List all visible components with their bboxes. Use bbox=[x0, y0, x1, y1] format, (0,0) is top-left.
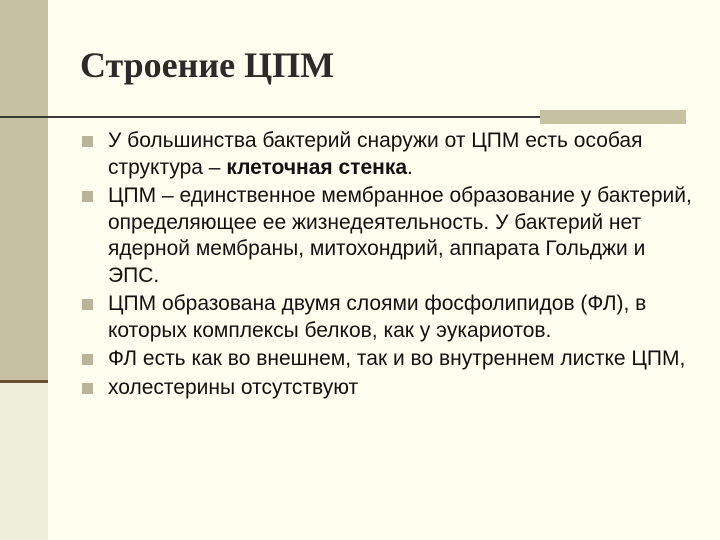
square-bullet-icon bbox=[82, 191, 93, 202]
left-decorative-bar-lower bbox=[0, 382, 48, 540]
square-bullet-icon bbox=[82, 299, 93, 310]
bullet-item-4 bbox=[80, 346, 700, 373]
bullet-item-3 bbox=[80, 291, 700, 344]
bullet-list bbox=[80, 128, 700, 403]
bullet-text-4: ФЛ есть как во внешнем, так и во внутреннем листке ЦПМ, bbox=[108, 347, 686, 370]
bullet-text-2: ЦПМ – единственное мембранное образование у бактерий, определяющее ее жизнедеятельность. У бактерий нет ядерной мембраны, митохондрий, аппарата Гольджи и ЭПС. bbox=[108, 184, 692, 287]
square-bullet-icon bbox=[82, 383, 93, 394]
bullet-text-1c: . bbox=[407, 155, 413, 179]
bullet-text-1a: У большинства бактерий снаружи от ЦПМ есть особая структура – bbox=[108, 129, 643, 179]
left-accent-divider bbox=[0, 380, 48, 383]
bullet-text-3: ЦПМ образована двумя слоями фосфолипидов (ФЛ), в которых комплексы белков, как у эукариотов. bbox=[108, 292, 647, 342]
bullet-item-1 bbox=[80, 128, 700, 181]
bullet-text-5: холестерины отсутствуют bbox=[108, 375, 359, 399]
left-decorative-bar bbox=[0, 0, 48, 382]
slide-title: Строение ЦПМ bbox=[80, 45, 335, 85]
square-bullet-icon bbox=[82, 136, 93, 147]
title-accent-block bbox=[540, 110, 686, 124]
bullet-item-2 bbox=[80, 183, 700, 289]
bullet-item-5 bbox=[80, 375, 700, 402]
bullet-text-1-emphasis: клеточная стенка bbox=[226, 155, 408, 179]
square-bullet-icon bbox=[82, 354, 93, 365]
